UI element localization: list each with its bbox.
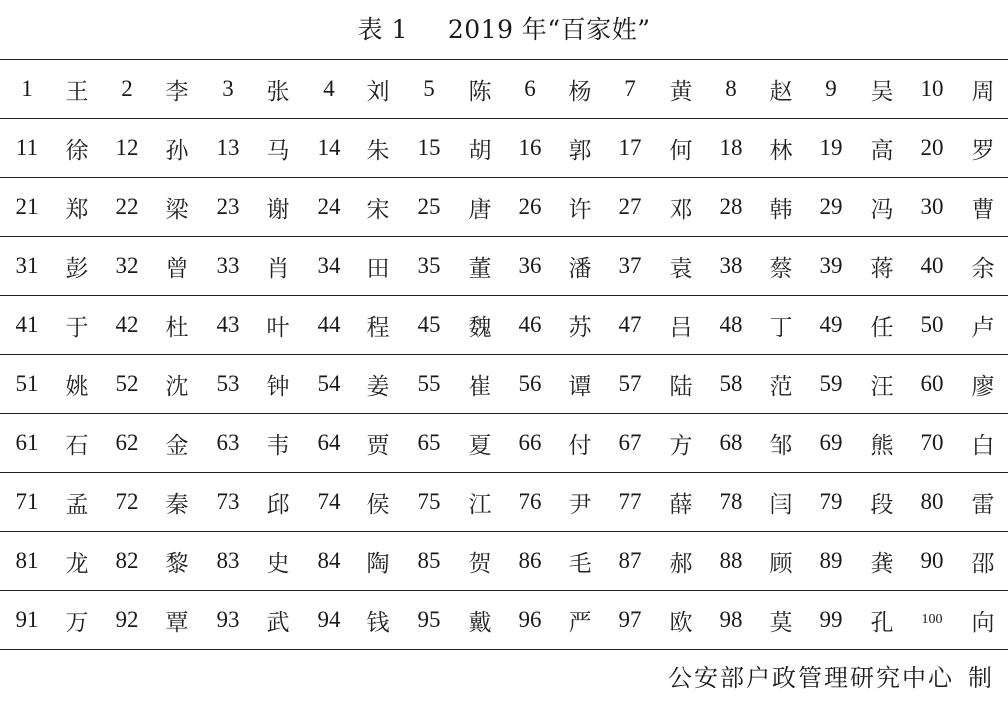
- rank-number: 56: [518, 371, 542, 396]
- rank-number: 77: [618, 489, 642, 514]
- rank-number: 95: [417, 607, 441, 632]
- rank-number: 8: [725, 76, 737, 101]
- table-number-label: 表 1: [357, 15, 408, 44]
- rank-number: 11: [15, 135, 39, 160]
- rank-number: 53: [216, 371, 240, 396]
- rank-number: 31: [15, 253, 39, 278]
- surname: 吕: [669, 314, 693, 341]
- made-by-label: 制: [968, 664, 994, 692]
- surname: 卢: [971, 314, 995, 341]
- rank-number: 94: [317, 607, 341, 632]
- table-row: [0, 295, 1008, 354]
- surname: 刘: [366, 78, 390, 105]
- rank-number: 44: [317, 312, 341, 337]
- surname: 梁: [165, 196, 189, 223]
- rank-number: 82: [115, 548, 139, 573]
- surname: 丁: [769, 314, 793, 341]
- surname: 钱: [366, 609, 390, 636]
- surname: 金: [165, 432, 189, 459]
- surname: 余: [971, 255, 995, 282]
- rank-number: 80: [920, 489, 944, 514]
- table-row: [0, 118, 1008, 177]
- rank-number: 28: [719, 194, 743, 219]
- surname: 冯: [870, 196, 894, 223]
- surname: 白: [971, 432, 995, 459]
- surname-table: [0, 59, 1008, 650]
- rank-number: 21: [15, 194, 39, 219]
- table-row: [0, 413, 1008, 472]
- table-row: [0, 590, 1008, 650]
- rank-number: 34: [317, 253, 341, 278]
- surname: 高: [870, 137, 894, 164]
- surname: 闫: [769, 491, 793, 518]
- surname: 秦: [165, 491, 189, 518]
- surname: 马: [266, 137, 290, 164]
- surname: 张: [266, 78, 290, 105]
- surname: 毛: [568, 550, 592, 577]
- rank-number: 15: [417, 135, 441, 160]
- surname: 何: [669, 137, 693, 164]
- rank-number: 62: [115, 430, 139, 455]
- surname: 郝: [669, 550, 693, 577]
- rank-number: 47: [618, 312, 642, 337]
- rank-number: 91: [15, 607, 39, 632]
- surname: 孟: [65, 491, 89, 518]
- surname: 吴: [870, 78, 894, 105]
- surname: 蒋: [870, 255, 894, 282]
- rank-number: 9: [825, 76, 837, 101]
- rank-number: 76: [518, 489, 542, 514]
- surname: 龚: [870, 550, 894, 577]
- rank-number: 3: [222, 76, 234, 101]
- rank-number: 75: [417, 489, 441, 514]
- surname: 顾: [769, 550, 793, 577]
- rank-number: 29: [819, 194, 843, 219]
- surname: 赵: [769, 78, 793, 105]
- surname: 肖: [266, 255, 290, 282]
- surname: 于: [65, 314, 89, 341]
- surname: 谭: [568, 373, 592, 400]
- rank-number: 10: [920, 76, 944, 101]
- surname: 薛: [669, 491, 693, 518]
- source-credit: [668, 660, 994, 696]
- rank-number: 12: [115, 135, 139, 160]
- surname: 史: [266, 550, 290, 577]
- rank-number: 24: [317, 194, 341, 219]
- surname: 罗: [971, 137, 995, 164]
- rank-number: 23: [216, 194, 240, 219]
- surname: 曾: [165, 255, 189, 282]
- table-title-text: 2019 年“百家姓”: [447, 15, 651, 44]
- table-row: [0, 177, 1008, 236]
- surname: 姜: [366, 373, 390, 400]
- surname: 武: [266, 609, 290, 636]
- surname: 欧: [669, 609, 693, 636]
- rank-number: 69: [819, 430, 843, 455]
- surname: 沈: [165, 373, 189, 400]
- rank-number: 14: [317, 135, 341, 160]
- rank-number: 61: [15, 430, 39, 455]
- surname: 钟: [266, 373, 290, 400]
- rank-number: 6: [524, 76, 536, 101]
- rank-number: 71: [15, 489, 39, 514]
- surname: 黎: [165, 550, 189, 577]
- rank-number: 43: [216, 312, 240, 337]
- rank-number: 40: [920, 253, 944, 278]
- surname: 贾: [366, 432, 390, 459]
- rank-number: 48: [719, 312, 743, 337]
- surname: 杨: [568, 78, 592, 105]
- surname: 陶: [366, 550, 390, 577]
- surname: 宋: [366, 196, 390, 223]
- surname: 龙: [65, 550, 89, 577]
- rank-number: 38: [719, 253, 743, 278]
- surname: 韩: [769, 196, 793, 223]
- surname: 黄: [669, 78, 693, 105]
- rank-number: 59: [819, 371, 843, 396]
- surname: 彭: [65, 255, 89, 282]
- surname: 崔: [468, 373, 492, 400]
- surname: 汪: [870, 373, 894, 400]
- surname: 江: [468, 491, 492, 518]
- rank-number: 78: [719, 489, 743, 514]
- rank-number: 45: [417, 312, 441, 337]
- surname: 许: [568, 196, 592, 223]
- rank-number: 79: [819, 489, 843, 514]
- table-title: [0, 12, 1008, 48]
- rank-number: 36: [518, 253, 542, 278]
- surname: 陈: [468, 78, 492, 105]
- surname: 覃: [165, 609, 189, 636]
- surname: 侯: [366, 491, 390, 518]
- rank-number: 89: [819, 548, 843, 573]
- rank-number: 65: [417, 430, 441, 455]
- rank-number: 27: [618, 194, 642, 219]
- table-row: [0, 354, 1008, 413]
- surname: 郭: [568, 137, 592, 164]
- surname: 熊: [870, 432, 894, 459]
- surname: 邹: [769, 432, 793, 459]
- rank-number: 32: [115, 253, 139, 278]
- rank-number: 20: [920, 135, 944, 160]
- rank-number: 52: [115, 371, 139, 396]
- rank-number: 64: [317, 430, 341, 455]
- surname: 贺: [468, 550, 492, 577]
- rank-number: 2: [121, 76, 133, 101]
- rank-number: 30: [920, 194, 944, 219]
- surname: 夏: [468, 432, 492, 459]
- table-row: [0, 472, 1008, 531]
- rank-number: 13: [216, 135, 240, 160]
- surname: 孔: [870, 609, 894, 636]
- surname: 姚: [65, 373, 89, 400]
- rank-number: 81: [15, 548, 39, 573]
- rank-number: 87: [618, 548, 642, 573]
- rank-number: 5: [423, 76, 435, 101]
- surname: 方: [669, 432, 693, 459]
- rank-number: 1: [21, 76, 33, 101]
- rank-number: 51: [15, 371, 39, 396]
- rank-number: 100: [921, 612, 943, 627]
- surname: 尹: [568, 491, 592, 518]
- rank-number: 96: [518, 607, 542, 632]
- rank-number: 49: [819, 312, 843, 337]
- surname: 向: [971, 609, 995, 636]
- rank-number: 58: [719, 371, 743, 396]
- surname: 曹: [971, 196, 995, 223]
- surname: 田: [366, 255, 390, 282]
- rank-number: 66: [518, 430, 542, 455]
- rank-number: 37: [618, 253, 642, 278]
- rank-number: 41: [15, 312, 39, 337]
- surname: 陆: [669, 373, 693, 400]
- surname: 程: [366, 314, 390, 341]
- surname: 付: [568, 432, 592, 459]
- surname: 袁: [669, 255, 693, 282]
- surname: 雷: [971, 491, 995, 518]
- rank-number: 88: [719, 548, 743, 573]
- source-organization: 公安部户政管理研究中心: [668, 664, 954, 692]
- surname: 范: [769, 373, 793, 400]
- table-row: [0, 236, 1008, 295]
- surname: 韦: [266, 432, 290, 459]
- surname: 郑: [65, 196, 89, 223]
- surname: 段: [870, 491, 894, 518]
- surname: 唐: [468, 196, 492, 223]
- surname: 邱: [266, 491, 290, 518]
- surname: 李: [165, 78, 189, 105]
- rank-number: 70: [920, 430, 944, 455]
- rank-number: 67: [618, 430, 642, 455]
- rank-number: 7: [624, 76, 636, 101]
- surname: 杜: [165, 314, 189, 341]
- rank-number: 17: [618, 135, 642, 160]
- rank-number: 33: [216, 253, 240, 278]
- surname: 莫: [769, 609, 793, 636]
- rank-number: 22: [115, 194, 139, 219]
- rank-number: 86: [518, 548, 542, 573]
- surname: 魏: [468, 314, 492, 341]
- rank-number: 18: [719, 135, 743, 160]
- rank-number: 99: [819, 607, 843, 632]
- table-row: [0, 59, 1008, 118]
- surname: 任: [870, 314, 894, 341]
- surname: 邓: [669, 196, 693, 223]
- surname: 徐: [65, 137, 89, 164]
- surname: 蔡: [769, 255, 793, 282]
- rank-number: 54: [317, 371, 341, 396]
- rank-number: 42: [115, 312, 139, 337]
- rank-number: 83: [216, 548, 240, 573]
- rank-number: 60: [920, 371, 944, 396]
- rank-number: 68: [719, 430, 743, 455]
- table-row: [0, 531, 1008, 590]
- rank-number: 35: [417, 253, 441, 278]
- rank-number: 4: [323, 76, 335, 101]
- rank-number: 16: [518, 135, 542, 160]
- rank-number: 19: [819, 135, 843, 160]
- rank-number: 73: [216, 489, 240, 514]
- rank-number: 93: [216, 607, 240, 632]
- rank-number: 92: [115, 607, 139, 632]
- rank-number: 74: [317, 489, 341, 514]
- rank-number: 98: [719, 607, 743, 632]
- surname: 董: [468, 255, 492, 282]
- rank-number: 50: [920, 312, 944, 337]
- surname: 廖: [971, 373, 995, 400]
- rank-number: 63: [216, 430, 240, 455]
- surname: 潘: [568, 255, 592, 282]
- rank-number: 97: [618, 607, 642, 632]
- rank-number: 39: [819, 253, 843, 278]
- rank-number: 72: [115, 489, 139, 514]
- rank-number: 84: [317, 548, 341, 573]
- rank-number: 55: [417, 371, 441, 396]
- surname: 戴: [468, 609, 492, 636]
- surname: 胡: [468, 137, 492, 164]
- surname: 万: [65, 609, 89, 636]
- surname: 叶: [266, 314, 290, 341]
- rank-number: 46: [518, 312, 542, 337]
- surname: 王: [65, 78, 89, 105]
- surname: 林: [769, 137, 793, 164]
- surname: 苏: [568, 314, 592, 341]
- rank-number: 25: [417, 194, 441, 219]
- rank-number: 90: [920, 548, 944, 573]
- surname: 孙: [165, 137, 189, 164]
- rank-number: 85: [417, 548, 441, 573]
- rank-number: 26: [518, 194, 542, 219]
- surname: 邵: [971, 550, 995, 577]
- rank-number: 57: [618, 371, 642, 396]
- surname: 石: [65, 432, 89, 459]
- surname: 严: [568, 609, 592, 636]
- surname: 周: [971, 78, 995, 105]
- surname: 谢: [266, 196, 290, 223]
- surname: 朱: [366, 137, 390, 164]
